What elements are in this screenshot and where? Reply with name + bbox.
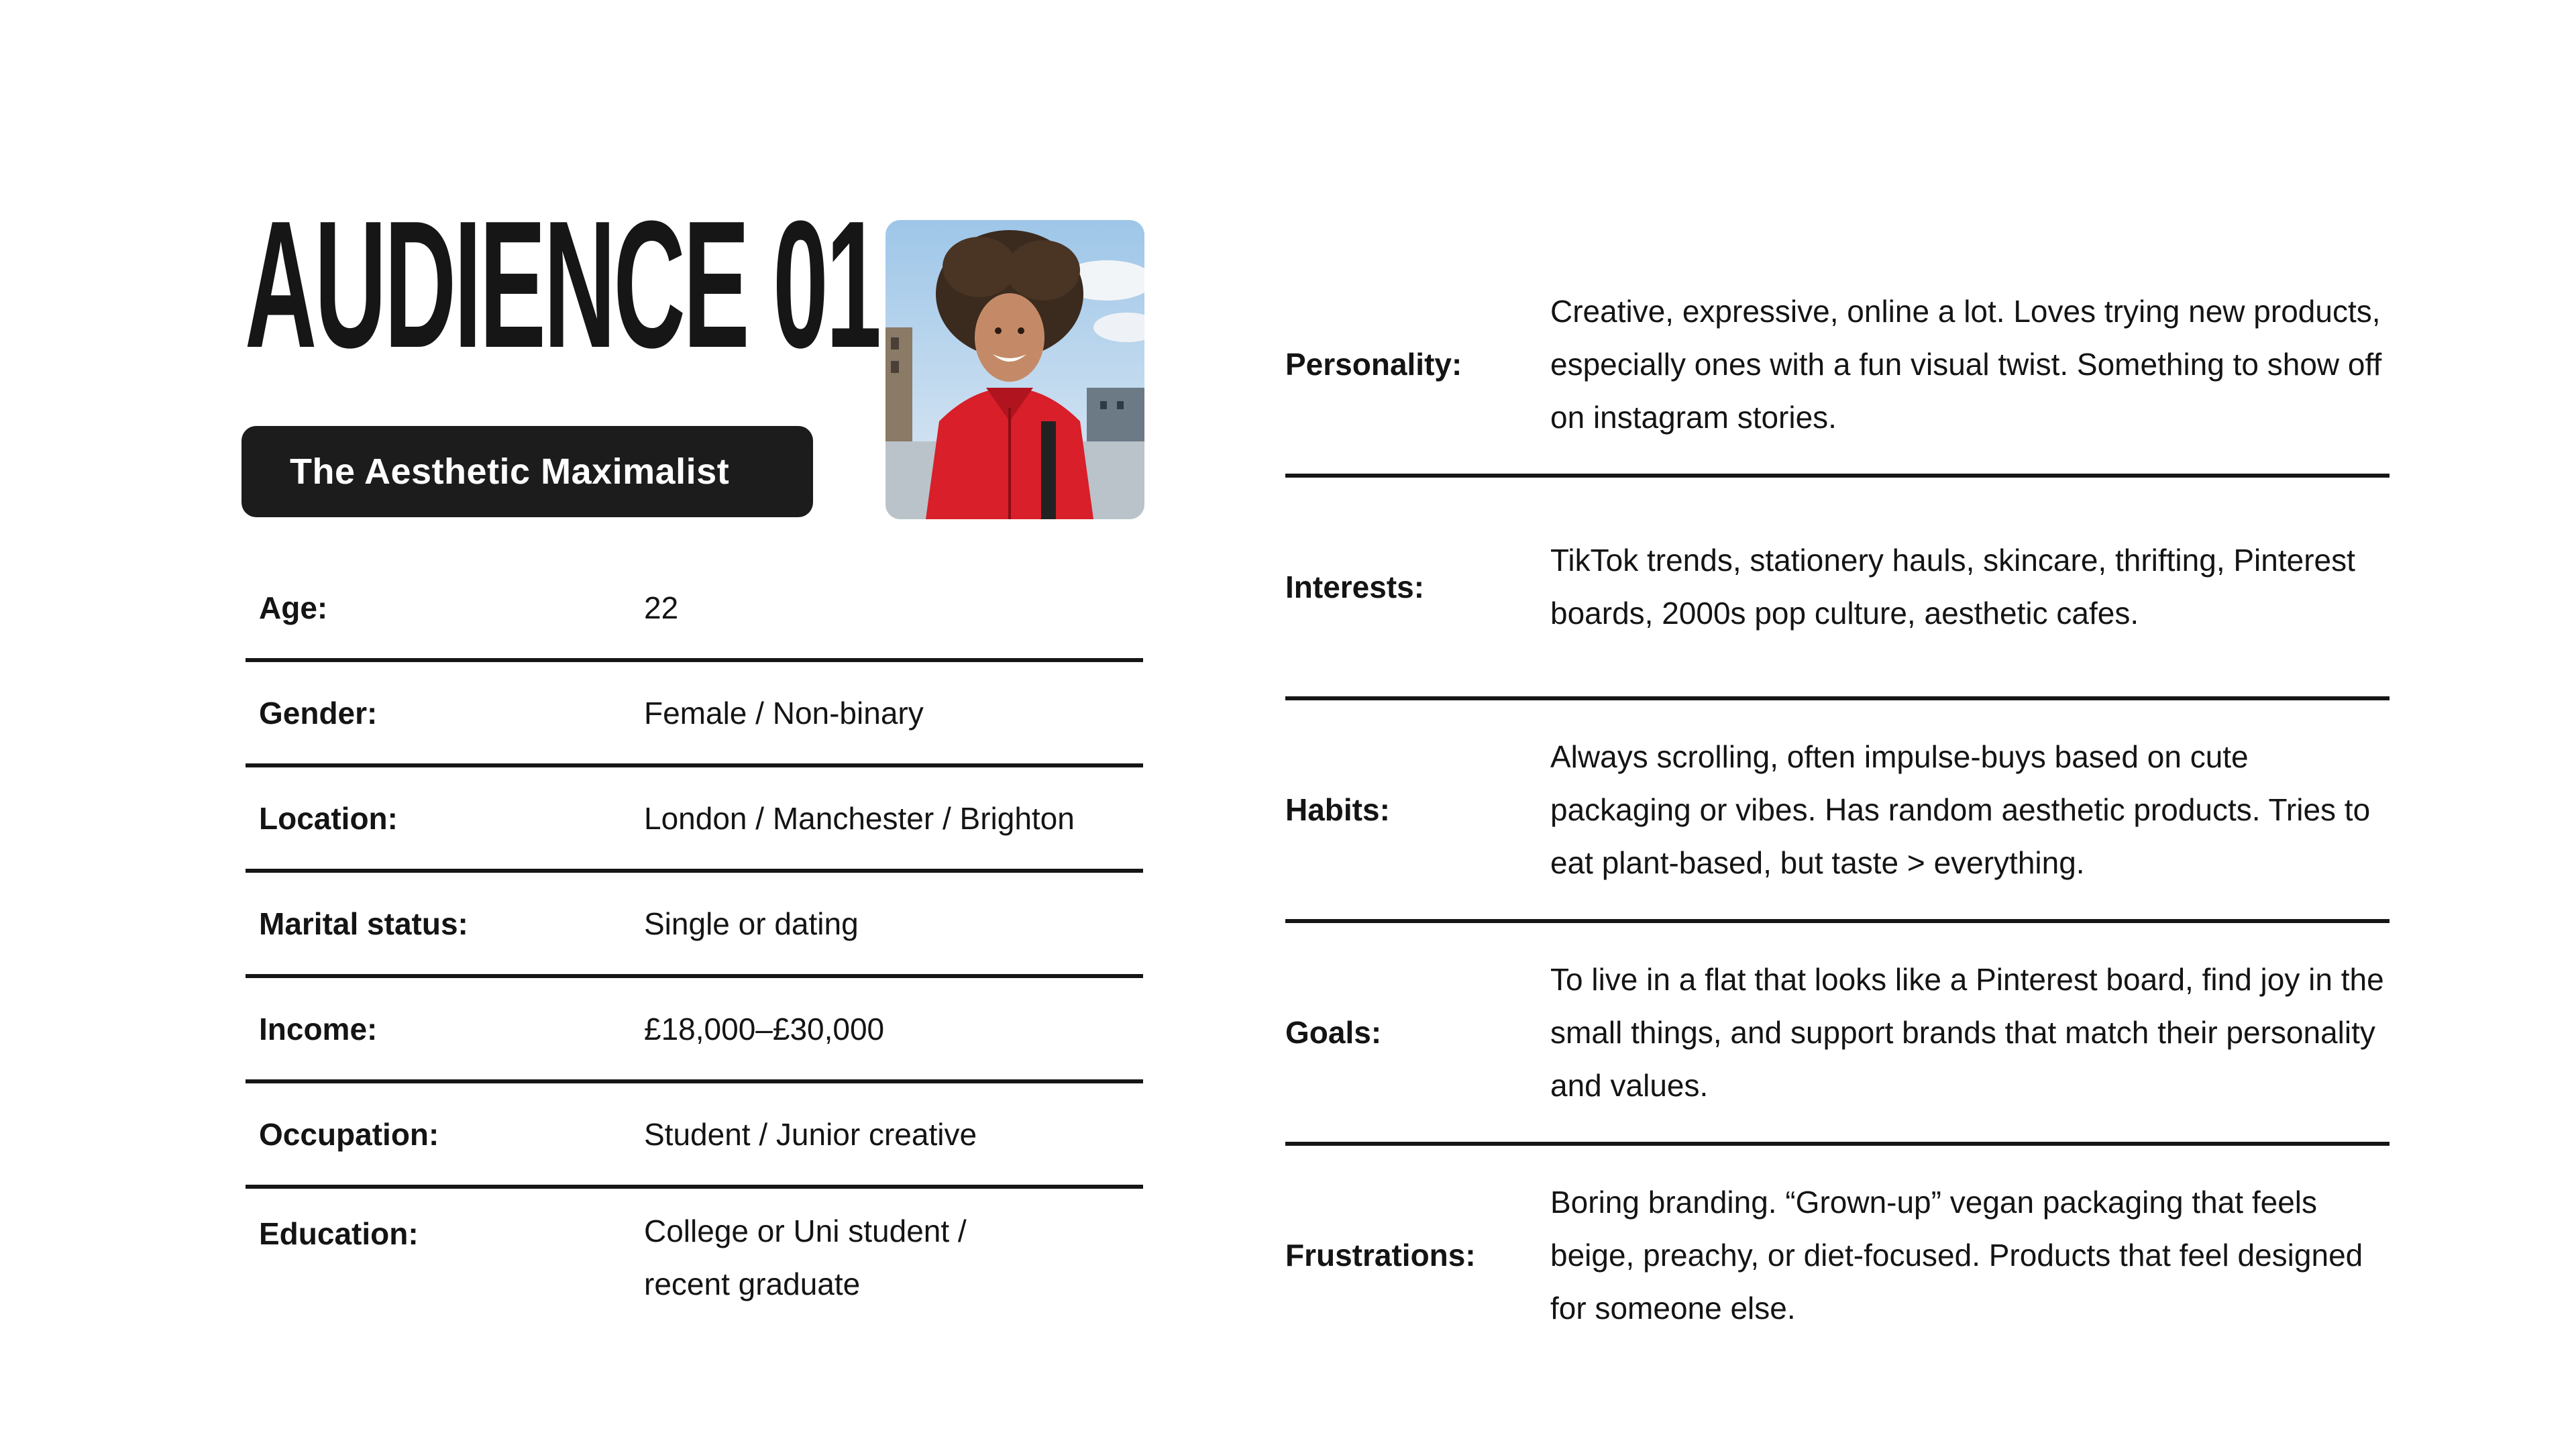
interests-label: Interests: [1285,570,1425,604]
income-value: £18,000–£30,000 [644,1011,885,1046]
location-label: Location: [259,800,398,836]
habits-label: Habits: [1285,792,1390,827]
persona-name-badge [241,426,813,517]
demographic-row-marital-status [246,873,1143,978]
marital-status-value: Single or dating [644,906,859,941]
psychographic-row-goals [1285,923,2390,1146]
demographic-row-gender [246,662,1143,767]
demographic-row-occupation [246,1083,1143,1189]
income-label: Income: [259,1011,378,1046]
age-label: Age: [259,590,328,625]
psychographic-row-frustrations [1285,1146,2390,1368]
demographic-row-income [246,978,1143,1083]
age-value: 22 [644,590,679,625]
education-value: College or Uni student / recent graduate [644,1214,967,1301]
goals-value: To live in a flat that looks like a Pinterest board, find joy in the small things, and support brands that match their personality and values. [1550,961,2384,1103]
demographic-row-location [246,767,1143,873]
psychographic-row-personality [1285,255,2390,478]
occupation-label: Occupation: [259,1116,439,1152]
location-value: London / Manchester / Brighton [644,800,1075,836]
demographics-table [246,557,1143,1330]
marital-status-label: Marital status: [259,906,468,941]
habits-value: Always scrolling, often impulse-buys based on cute packaging or vibes. Has random aesthetic products. Tries to eat plant-based, but taste > everything. [1550,739,2371,880]
persona-photo [885,220,1144,519]
goals-label: Goals: [1285,1015,1382,1050]
occupation-value: Student / Junior creative [644,1116,977,1152]
page-title: AUDIENCE 01 [245,184,879,386]
demographic-row-education [246,1189,1143,1330]
psychographic-row-interests [1285,478,2390,700]
psychographics-table [1285,255,2390,1368]
interests-value: TikTok trends, stationery hauls, skincare, thrifting, Pinterest boards, 2000s pop culture, aesthetic cafes. [1550,543,2355,631]
frustrations-label: Frustrations: [1285,1238,1476,1273]
personality-label: Personality: [1285,347,1462,382]
persona-name: The Aesthetic Maximalist [290,451,730,492]
personality-value: Creative, expressive, online a lot. Loves trying new products, especially ones with a fun visual twist. Something to show off on instagram stories. [1550,293,2382,435]
persona-photo-image [885,220,1144,519]
frustrations-value: Boring branding. “Grown-up” vegan packaging that feels beige, preachy, or diet-focused. Products that feel designed for someone else. [1550,1184,2363,1326]
education-label: Education: [259,1216,419,1251]
psychographic-row-habits [1285,700,2390,923]
gender-value: Female / Non-binary [644,695,924,731]
demographic-row-age [246,557,1143,662]
gender-label: Gender: [259,695,378,731]
